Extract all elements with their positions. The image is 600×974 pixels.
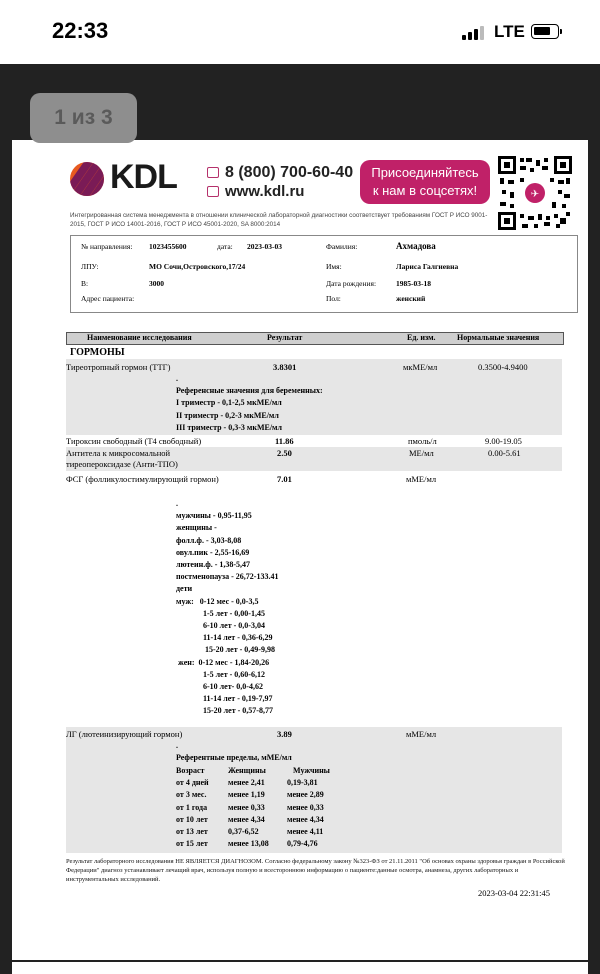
- phone-icon: [207, 167, 219, 178]
- ref-title: Референтные пределы, мМЕ/мл: [176, 753, 292, 763]
- ref-line: .: [176, 374, 178, 383]
- promo-line-1: Присоединяйтесь: [371, 165, 479, 180]
- col-result: Результат: [267, 333, 303, 342]
- ref-line: 1-5 лет - 0,00-1,45: [203, 608, 265, 618]
- ref-cell: 0,37-6,52: [228, 826, 259, 836]
- ref-line: I триместр - 0,1-2,5 мкМЕ/мл: [176, 398, 282, 408]
- col-unit: Ед. изм.: [407, 333, 436, 342]
- ref-line: II триместр - 0,2-3 мкМЕ/мл: [176, 410, 279, 420]
- date-label: дата:: [217, 242, 233, 251]
- ref-line: жен: 0-12 мес - 1,84-20,26: [178, 657, 270, 667]
- qr-code-icon: [498, 156, 572, 230]
- referral-value: 1023455600: [149, 242, 187, 251]
- phone-number[interactable]: [207, 164, 353, 182]
- test-unit: МЕ/мл: [409, 448, 434, 458]
- patient-info-box: [70, 235, 578, 313]
- ref-col-age: Возраст: [176, 766, 205, 775]
- ref-line: 11-14 лет - 0,36-6,29: [203, 633, 273, 643]
- page-indicator: 1 из 3: [30, 93, 137, 143]
- test-norm: 9.00-19.05: [485, 436, 522, 446]
- ref-line: 11-14 лет - 0,19-7,97: [203, 694, 273, 704]
- ref-cell: от 3 мес.: [176, 790, 207, 800]
- referral-label: № направления:: [81, 242, 133, 251]
- fsh-reference: [176, 498, 278, 718]
- network-label: LTE: [494, 22, 525, 41]
- certification-text: Интегрированная система менеджмента в отношении клинической лабораторной диагностики соответствует требованиям ГОСТ Р ИСО 9001-2015, ГОСТ Р ИСО 14001-2016, ГОСТ Р ИСО 45001-2020, SA 8000:2014: [70, 212, 488, 228]
- results-table-header: [66, 332, 564, 345]
- ref-line: женщины -: [176, 523, 217, 533]
- table-row: [66, 362, 170, 372]
- ref-cell: от 1 года: [176, 802, 208, 812]
- name-label: Имя:: [326, 262, 342, 271]
- ref-cell: менее 4,34: [228, 814, 265, 824]
- ref-cell: 0,79-4,76: [287, 839, 318, 849]
- date-value: 2023-03-03: [247, 242, 282, 251]
- ref-line: фолл.ф. - 3,03-8,08: [176, 535, 242, 545]
- phone-text: 8 (800) 700-60-40: [225, 164, 354, 181]
- test-unit: мМЕ/мл: [406, 474, 437, 484]
- battery-tip: [560, 29, 562, 34]
- name-value: Лариса Галгиевна: [396, 262, 459, 271]
- print-timestamp: 2023-03-04 22:31:45: [478, 888, 551, 898]
- ref-cell: менее 4,11: [287, 826, 324, 836]
- test-result: 11.86: [275, 436, 294, 446]
- monitor-icon: [207, 186, 219, 197]
- ref-line: мужчины - 0,95-11,95: [176, 511, 252, 521]
- test-unit: мкМЕ/мл: [403, 362, 438, 372]
- sex-value: женский: [396, 294, 426, 303]
- lab-report-page[interactable]: [12, 140, 588, 960]
- ref-col-women: Женщины: [228, 766, 266, 775]
- ref-cell: менее 0,33: [228, 802, 265, 812]
- logo-text: KDL: [110, 158, 177, 196]
- ref-cell: от 13 лет: [176, 826, 208, 836]
- lpu-label: ЛПУ:: [81, 262, 99, 271]
- disclaimer-text: Результат лабораторного исследования НЕ ЯВЛЯЕТСЯ ДИАГНОЗОМ. Согласно федеральному закону №323-ФЗ от 21.11.2011 "Об основах охраны здоровья граждан в Российской Федерации" диагноз устанавливает лечащий врач, используя полную и всестороннюю информацию о пациенте:данные осмотра, анамнеза, других лабораторных и инструментальных исследований.: [66, 858, 565, 883]
- website-text: www.kdl.ru: [225, 183, 305, 200]
- ref-line: Референсные значения для беременных:: [176, 386, 323, 396]
- signal-icon: [462, 26, 488, 40]
- ref-line: .: [176, 741, 178, 750]
- test-unit: мМЕ/мл: [406, 729, 437, 739]
- ref-cell: от 10 лет: [176, 814, 208, 824]
- test-norm: 0.00-5.61: [488, 448, 521, 458]
- ref-col-men: Мужчины: [293, 766, 330, 775]
- lh-reference: [176, 740, 292, 764]
- ref-line: 6-10 лет - 0,0-3,04: [203, 621, 265, 631]
- birth-label: Дата рождения:: [326, 279, 377, 288]
- test-name: Тиреотропный гормон (ТТГ): [66, 362, 171, 372]
- test-result: 2.50: [277, 448, 292, 458]
- col-name: Наименование исследования: [87, 333, 192, 342]
- ref-cell: от 15 лет: [176, 839, 208, 849]
- section-title: ГОРМОНЫ: [70, 347, 125, 358]
- ref-cell: менее 1,19: [228, 790, 265, 800]
- ref-cell: менее 4,34: [287, 814, 324, 824]
- ref-line: III триместр - 0,3-3 мкМЕ/мл: [176, 422, 282, 432]
- ref-cell: менее 2,89: [287, 790, 324, 800]
- tsh-reference: [176, 373, 323, 434]
- ref-line: 6-10 лет- 0,0-4,62: [203, 682, 263, 692]
- surname-label: Фамилия:: [326, 242, 358, 251]
- website-link[interactable]: [207, 183, 304, 200]
- promo-line-2: к нам в соцсетях!: [372, 183, 478, 198]
- col-norm: Нормальные значения: [457, 333, 540, 342]
- ref-line: дети: [176, 584, 193, 594]
- test-name: Антитела к микросомальной тиреопероксидазе (Анти-ТПО): [66, 448, 178, 469]
- address-label: Адрес пациента:: [81, 294, 135, 303]
- ref-line: постменопауза - 26,72-133.41: [176, 572, 279, 582]
- test-result: 3.89: [277, 729, 292, 739]
- lpu-value: МО Сочи,Островского,17/24: [149, 262, 246, 271]
- doctor-value: 3000: [149, 279, 164, 288]
- test-result: 7.01: [277, 474, 292, 484]
- doctor-label: В:: [81, 279, 89, 288]
- ref-line: 1-5 лет - 0,60-6,12: [203, 669, 265, 679]
- ref-cell: менее 13,08: [228, 839, 269, 849]
- ref-cell: менее 2,41: [228, 778, 265, 788]
- svg-text:✈: ✈: [530, 189, 540, 200]
- logo-mark-icon: [70, 162, 104, 196]
- birth-value: 1985-03-18: [396, 279, 431, 288]
- social-promo-banner: [360, 160, 490, 204]
- clock: 22:33: [52, 18, 109, 43]
- ref-line: .: [176, 499, 178, 508]
- surname-value: Ахмадова: [396, 241, 436, 251]
- lh-reference-table: [176, 765, 356, 850]
- ref-cell: от 4 дней: [176, 778, 209, 788]
- ref-line: муж: 0-12 мес - 0,0-3,5: [176, 596, 259, 606]
- ref-line: 15-20 лет - 0,49-9,98: [205, 645, 275, 655]
- test-unit: пмоль/л: [408, 436, 437, 446]
- test-result: 3.8301: [273, 362, 297, 372]
- test-name: ЛГ (лютеинизирующий гормон): [66, 729, 183, 739]
- next-page-edge[interactable]: [12, 962, 588, 974]
- ref-line: овул.пик - 2,55-16,69: [176, 547, 250, 557]
- ref-line: лютеин.ф. - 1,38-5,47: [176, 560, 251, 570]
- ref-line: 15-20 лет - 0,57-8,77: [203, 706, 273, 716]
- sex-label: Пол:: [326, 294, 341, 303]
- test-name: ФСГ (фолликулостимулирующий гормон): [66, 474, 219, 484]
- test-norm: 0.3500-4.9400: [478, 362, 528, 372]
- test-name: Тироксин свободный (Т4 свободный): [66, 436, 202, 446]
- status-bar: [0, 0, 600, 64]
- battery-icon: [531, 24, 559, 39]
- ref-cell: 0,19-3,81: [287, 778, 318, 788]
- ref-cell: менее 0,33: [287, 802, 324, 812]
